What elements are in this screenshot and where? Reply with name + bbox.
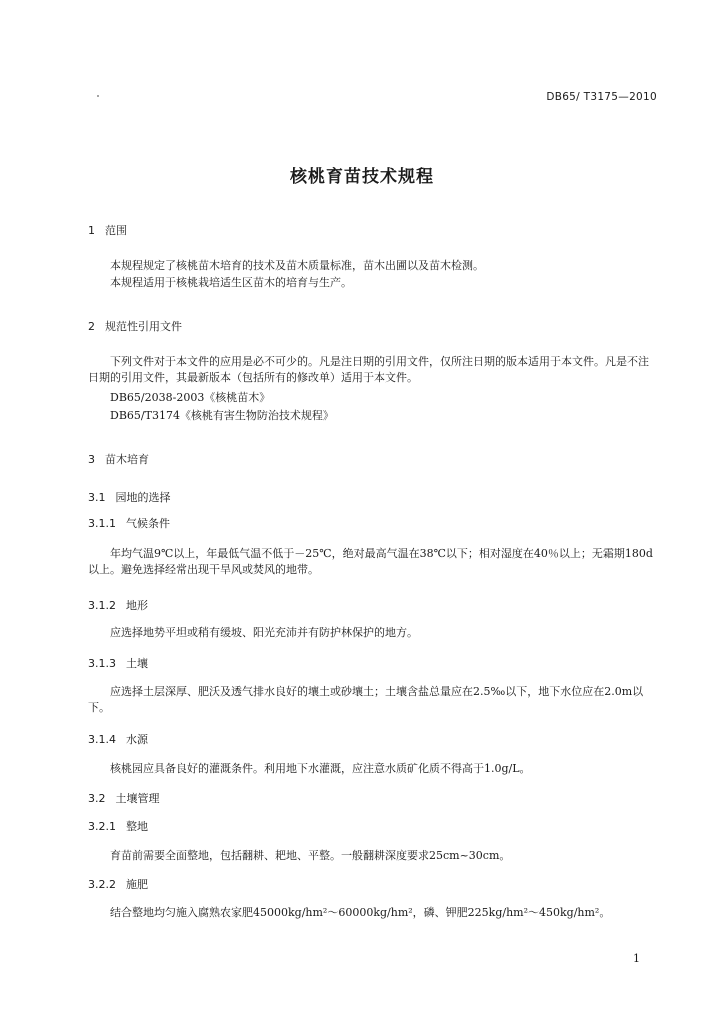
- paragraph: 核桃园应具备良好的灌溉条件。利用地下水灌溉，应注意水质矿化质不得高于1.0g/L。: [110, 762, 531, 775]
- reference-item: DB65/T3174《核桃有害生物防治技术规程》: [110, 409, 334, 422]
- section-number: 2: [88, 320, 95, 333]
- section-title: 气候条件: [126, 517, 170, 530]
- section-2-heading: [88, 318, 182, 334]
- section-title: 范围: [105, 224, 127, 237]
- section-title: 土壤: [126, 657, 148, 670]
- section-title: 施肥: [126, 878, 148, 891]
- section-number: 3.1.2: [88, 599, 116, 612]
- reference-item: DB65/2038-2003《核桃苗木》: [110, 391, 271, 404]
- paragraph: 育苗前需要全面整地，包括翻耕、耙地、平整。一般翻耕深度要求25cm~30cm。: [110, 849, 511, 862]
- paragraph: 应选择地势平坦或稍有缓坡、阳光充沛并有防护林保护的地方。: [110, 626, 418, 639]
- document-title: 核桃育苗技术规程: [290, 167, 434, 187]
- section-3-2-2-heading: [88, 876, 148, 892]
- paragraph: 本规程适用于核桃栽培适生区苗木的培育与生产。: [110, 276, 352, 289]
- section-3-heading: [88, 451, 149, 467]
- scan-speck: [97, 95, 99, 97]
- section-3-1-2-heading: [88, 597, 148, 613]
- section-title: 规范性引用文件: [105, 320, 182, 333]
- section-title: 水源: [126, 733, 148, 746]
- paragraph: 结合整地均匀施入腐熟农家肥45000kg/hm²～60000kg/hm²，磷、钾肥225kg/hm²～450kg/hm²。: [110, 906, 611, 919]
- section-title: 地形: [126, 599, 148, 612]
- section-title: 园地的选择: [115, 491, 171, 504]
- paragraph: 本规程规定了核桃苗木培育的技术及苗木质量标准，苗木出圃以及苗木检测。: [110, 259, 484, 272]
- standard-code: DB65/ T3175—2010: [546, 91, 657, 103]
- section-number: 1: [88, 224, 95, 237]
- paragraph: 下列文件对于本文件的应用是必不可少的。凡是注日期的引用文件，仅所注日期的版本适用于本文件。凡是不注日期的引用文件，其最新版本（包括所有的修改单）适用于本文件。: [88, 355, 649, 384]
- paragraph: 应选择土层深厚、肥沃及透气排水良好的壤土或砂壤土；土壤含盐总量应在2.5‰以下，地下水位应在2.0m以下。: [88, 685, 644, 714]
- section-title: 土壤管理: [115, 792, 160, 805]
- section-number: 3.2: [88, 792, 106, 805]
- page-number: 1: [633, 952, 640, 965]
- section-number: 3.1: [88, 491, 106, 504]
- section-title: 苗木培育: [105, 453, 149, 466]
- section-number: 3.1.4: [88, 733, 116, 746]
- section-3-2-heading: [88, 790, 160, 806]
- section-3-1-1-heading: [88, 515, 170, 531]
- section-number: 3.2.2: [88, 878, 116, 891]
- section-3-1-heading: [88, 489, 171, 505]
- section-3-2-1-heading: [88, 818, 148, 834]
- section-3-1-4-heading: [88, 731, 148, 747]
- section-number: 3.1.1: [88, 517, 116, 530]
- paragraph: 年均气温9℃以上，年最低气温不低于－25℃，绝对最高气温在38℃以下；相对湿度在40％以上；无霜期180d以上。避免选择经常出现干旱风或焚风的地带。: [88, 547, 653, 576]
- section-1-heading: [88, 222, 127, 238]
- section-number: 3: [88, 453, 95, 466]
- section-3-1-3-heading: [88, 655, 148, 671]
- section-number: 3.2.1: [88, 820, 116, 833]
- section-number: 3.1.3: [88, 657, 116, 670]
- section-title: 整地: [126, 820, 148, 833]
